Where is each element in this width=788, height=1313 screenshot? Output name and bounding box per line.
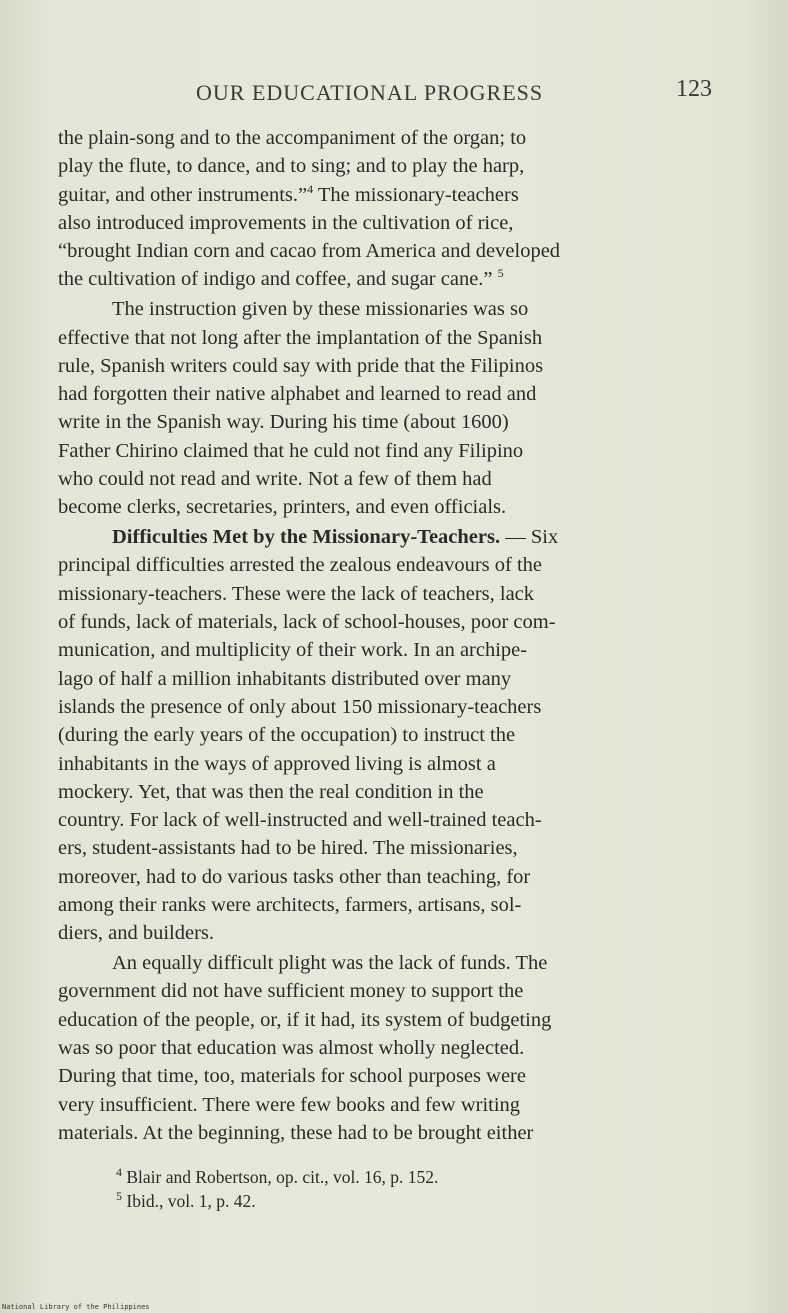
text-line: effective that not long after the implantation of the Spanish bbox=[58, 326, 543, 349]
text-line: very insufficient. There were few books and few writing bbox=[58, 1093, 521, 1116]
page-number: 123 bbox=[676, 76, 712, 102]
text-line: lago of half a million inhabitants distributed over many bbox=[58, 667, 512, 690]
paragraph-1 bbox=[58, 124, 733, 294]
running-head bbox=[0, 76, 788, 110]
text-line: The instruction given by these missionaries was so bbox=[112, 298, 529, 321]
text-line: Father Chirino claimed that he culd not find any Filipino bbox=[58, 439, 524, 462]
text-line: play the flute, to dance, and to sing; and to play the harp, bbox=[58, 155, 525, 178]
footnote-marker: 4 bbox=[116, 1165, 122, 1180]
text-line: principal difficulties arrested the zealous endeavours of the bbox=[58, 554, 543, 577]
text-line: inhabitants in the ways of approved living is almost a bbox=[58, 752, 496, 775]
section-heading: Difficulties Met by the Missionary-Teachers. bbox=[112, 526, 501, 549]
text-line: diers, and builders. bbox=[58, 922, 214, 945]
text-line: write in the Spanish way. During his time (about 1600) bbox=[58, 411, 509, 434]
text-segment: the cultivation of indigo and coffee, and sugar cane.” bbox=[58, 268, 493, 291]
paragraph-2 bbox=[58, 295, 733, 521]
text-segment: guitar, and other instruments.” bbox=[58, 183, 308, 206]
footnote-ref: 5 bbox=[497, 266, 504, 281]
library-stamp: National Library of the Philippines bbox=[2, 1303, 150, 1311]
text-line: become clerks, secretaries, printers, and even officials. bbox=[58, 496, 507, 519]
paragraph-4 bbox=[58, 949, 733, 1147]
text-line: also introduced improvements in the cultivation of rice, bbox=[58, 211, 514, 234]
footnote-4 bbox=[116, 1165, 438, 1189]
text-line: rule, Spanish writers could say with pride that the Filipinos bbox=[58, 354, 544, 377]
footnote-5 bbox=[116, 1189, 438, 1213]
text-line: the plain-song and to the accompaniment of the organ; to bbox=[58, 127, 527, 149]
text-line bbox=[58, 181, 733, 209]
footnotes bbox=[116, 1165, 438, 1213]
text-line: ers, student-assistants had to be hired. The missionaries, bbox=[58, 837, 518, 860]
text-line: country. For lack of well-instructed and well-trained teach- bbox=[58, 809, 542, 832]
paragraph-3 bbox=[58, 523, 733, 947]
text-line: munication, and multiplicity of their work. In an archipe- bbox=[58, 639, 528, 662]
text-line bbox=[58, 523, 733, 551]
text-line: was so poor that education was almost wholly neglected. bbox=[58, 1037, 525, 1059]
text-line: (during the early years of the occupation) to instruct the bbox=[58, 724, 516, 747]
text-segment: — Six bbox=[500, 526, 559, 549]
footnote-text: Blair and Robertson, op. cit., vol. 16, p. 152. bbox=[122, 1167, 439, 1187]
text-line: During that time, too, materials for school purposes were bbox=[58, 1065, 526, 1088]
footnote-ref: 4 bbox=[307, 181, 314, 196]
running-title: OUR EDUCATIONAL PROGRESS bbox=[196, 80, 544, 105]
text-line: materials. At the beginning, these had to be brought either bbox=[58, 1121, 534, 1144]
text-line: An equally difficult plight was the lack of funds. The bbox=[112, 952, 548, 975]
text-line: islands the presence of only about 150 missionary-teachers bbox=[58, 695, 542, 718]
text-line: among their ranks were architects, farmers, artisans, sol- bbox=[58, 894, 522, 917]
text-line: moreover, had to do various tasks other than teaching, for bbox=[58, 865, 531, 888]
text-line: who could not read and write. Not a few of them had bbox=[58, 468, 492, 491]
text-line: mockery. Yet, that was then the real condition in the bbox=[58, 780, 484, 803]
text-line: “brought Indian corn and cacao from America and developed bbox=[58, 240, 561, 263]
text-segment: The missionary-teachers bbox=[313, 183, 519, 206]
text-line bbox=[58, 265, 733, 293]
text-line: of funds, lack of materials, lack of school-houses, poor com- bbox=[58, 611, 556, 634]
text-line: government did not have sufficient money to support the bbox=[58, 980, 524, 1003]
footnote-text: Ibid., vol. 1, p. 42. bbox=[122, 1191, 256, 1211]
text-line: education of the people, or, if it had, its system of budgeting bbox=[58, 1008, 552, 1031]
footnote-marker: 5 bbox=[116, 1189, 122, 1204]
text-line: had forgotten their native alphabet and learned to read and bbox=[58, 383, 537, 406]
body-text bbox=[58, 124, 733, 1147]
text-line: missionary-teachers. These were the lack of teachers, lack bbox=[58, 582, 535, 605]
